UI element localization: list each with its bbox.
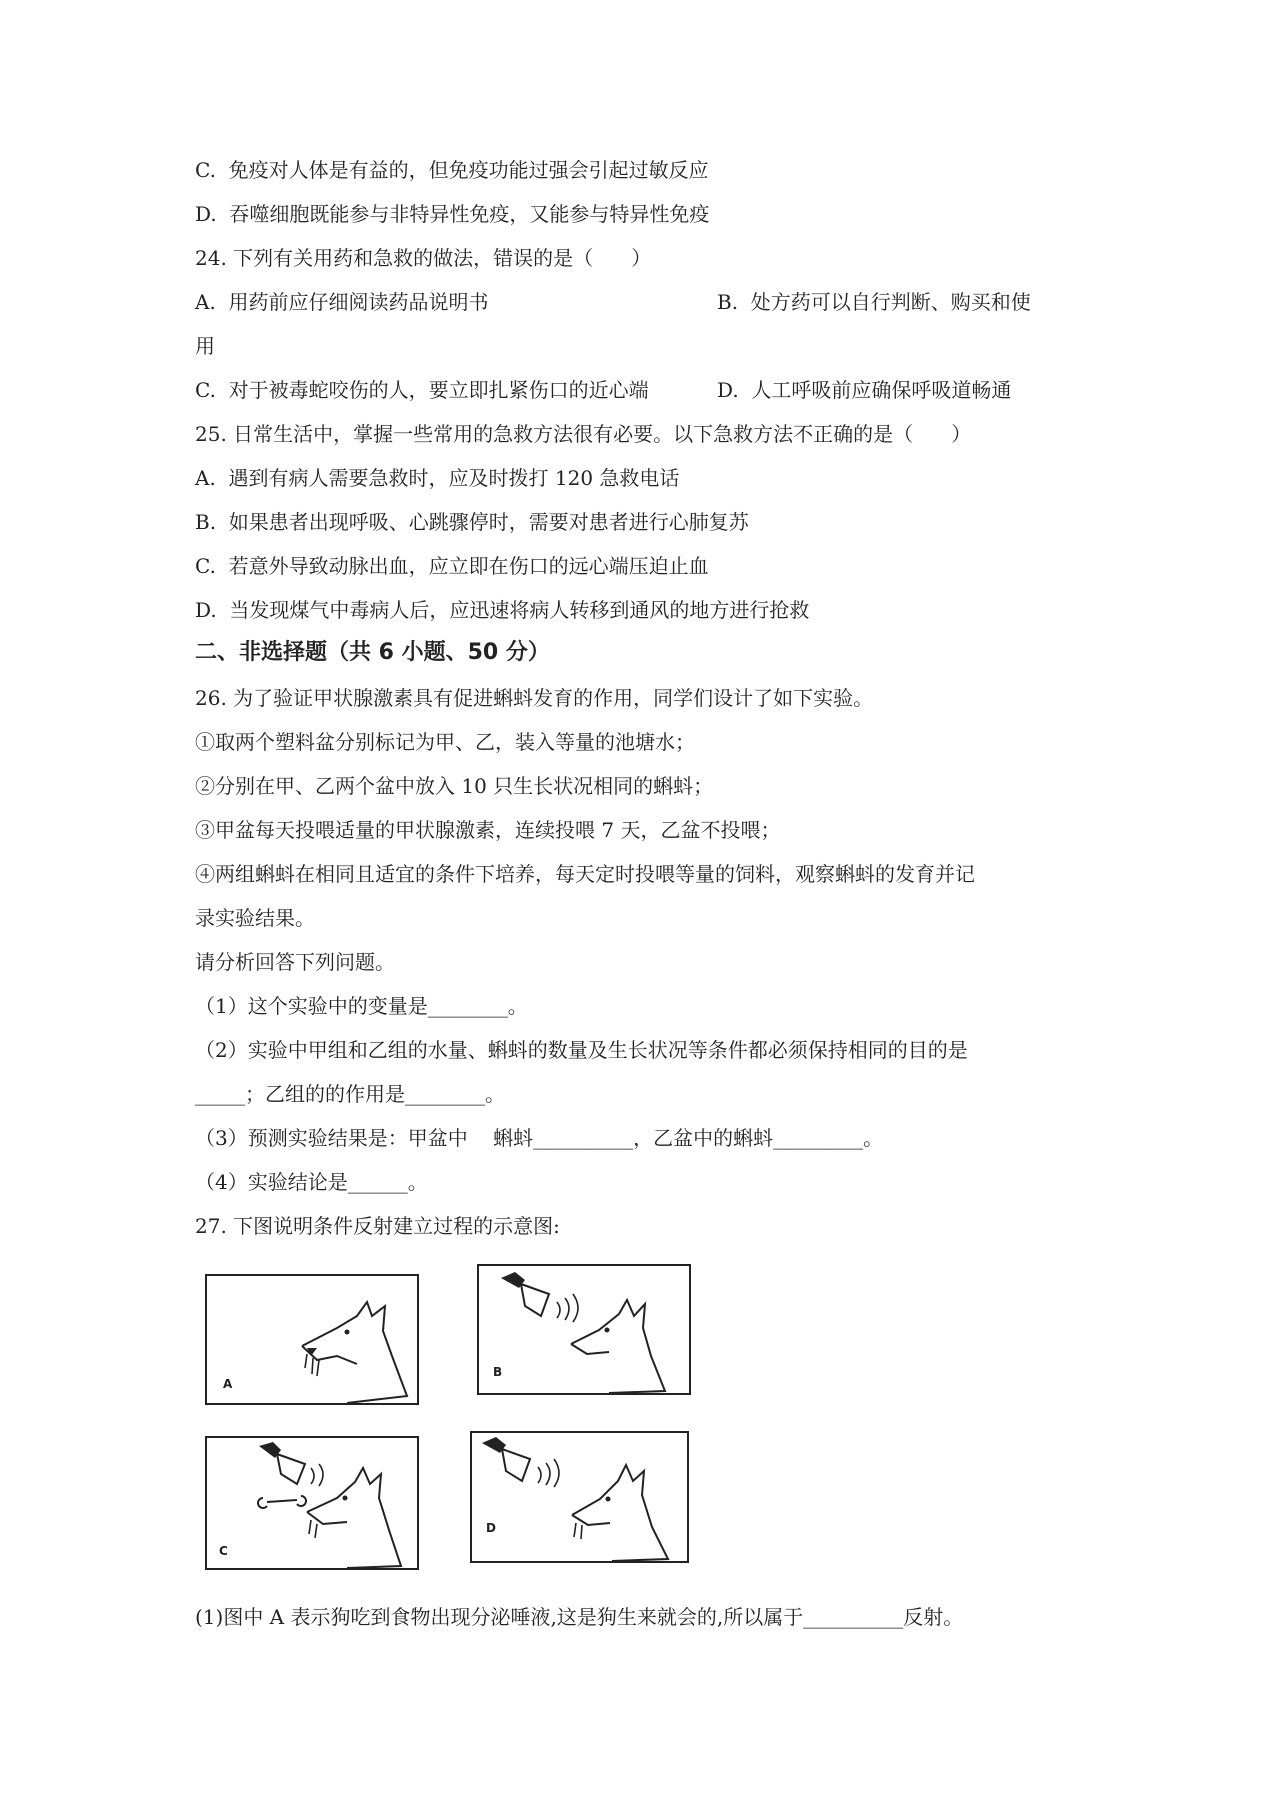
section-heading: 二、非选择题（共 6 小题、50 分） (195, 640, 550, 665)
q26-step-1: ①取两个塑料盆分别标记为甲、乙，装入等量的池塘水； (195, 730, 695, 754)
q24-stem: 24. 下列有关用药和急救的做法，错误的是（ ） (195, 246, 652, 270)
q25-option-b: B. 如果患者出现呼吸、心跳骤停时，需要对患者进行心肺复苏 (195, 510, 749, 534)
q24-option-b: B. 处方药可以自行判断、购买和使 (717, 290, 1031, 314)
q23-option-d: D. 吞噬细胞既能参与非特异性免疫，又能参与特异性免疫 (195, 202, 710, 226)
q26-part-2-continued: _____；乙组的的作用是________。 (195, 1082, 505, 1106)
figure-a-label: A (223, 1377, 233, 1391)
q26-step-4: ④两组蝌蚪在相同且适宜的条件下培养，每天定时投喂等量的饲料，观察蝌蚪的发育并记 (195, 862, 975, 886)
q23-option-c: C. 免疫对人体是有益的，但免疫功能过强会引起过敏反应 (195, 158, 709, 182)
figure-c-bell-and-food (205, 1436, 419, 1570)
q26-part-1: （1）这个实验中的变量是________。 (195, 994, 528, 1018)
q26-stem: 26. 为了验证甲状腺激素具有促进蝌蚪发育的作用，同学们设计了如下实验。 (195, 686, 874, 710)
q25-option-a: A. 遇到有病人需要急救时，应及时拨打 120 急救电话 (195, 466, 680, 490)
q25-stem: 25. 日常生活中，掌握一些常用的急救方法很有必要。以下急救方法不正确的是（ ） (195, 422, 972, 446)
q26-step-2: ②分别在甲、乙两个盆中放入 10 只生长状况相同的蝌蚪； (195, 774, 714, 798)
q26-part-2: （2）实验中甲组和乙组的水量、蝌蚪的数量及生长状况等条件都必须保持相同的目的是 (195, 1038, 968, 1062)
q26-step-3: ③甲盆每天投喂适量的甲状腺激素，连续投喂 7 天，乙盆不投喂； (195, 818, 781, 842)
q26-prompt: 请分析回答下列问题。 (195, 950, 395, 974)
dog-and-bell-illustration (479, 1266, 689, 1393)
q25-option-d: D. 当发现煤气中毒病人后，应迅速将病人转移到通风的地方进行抢救 (195, 598, 810, 622)
q24-option-d: D. 人工呼吸前应确保呼吸道畅通 (717, 378, 1012, 402)
dog-and-bell-salivating-illustration (472, 1433, 687, 1561)
q26-part-3: （3）预测实验结果是：甲盆中 蝌蚪__________，乙盆中的蝌蚪_________。 (195, 1126, 884, 1150)
q24-option-a: A. 用药前应仔细阅读药品说明书 (195, 290, 489, 314)
figure-b-label: B (493, 1365, 503, 1379)
figure-d-bell-only (470, 1431, 689, 1563)
figure-a-dog-eating (205, 1274, 419, 1405)
q24-option-c: C. 对于被毒蛇咬伤的人，要立即扎紧伤口的近心端 (195, 378, 649, 402)
q24-option-b-continued: 用 (195, 334, 215, 358)
q25-option-c: C. 若意外导致动脉出血，应立即在伤口的远心端压迫止血 (195, 554, 709, 578)
figure-c-label: C (219, 1544, 228, 1558)
dog-illustration (207, 1276, 417, 1403)
figure-b-bell-ringing (477, 1264, 691, 1395)
q27-part-1: (1)图中 A 表示狗吃到食物出现分泌唾液,这是狗生来就会的,所以属于__________反射。 (195, 1605, 964, 1629)
dog-bell-and-bone-illustration (207, 1438, 417, 1568)
q26-step-4-continued: 录实验结果。 (195, 906, 315, 930)
figure-d-label: D (486, 1521, 496, 1535)
q27-stem: 27. 下图说明条件反射建立过程的示意图: (195, 1214, 560, 1238)
q26-part-4: （4）实验结论是______。 (195, 1170, 428, 1194)
